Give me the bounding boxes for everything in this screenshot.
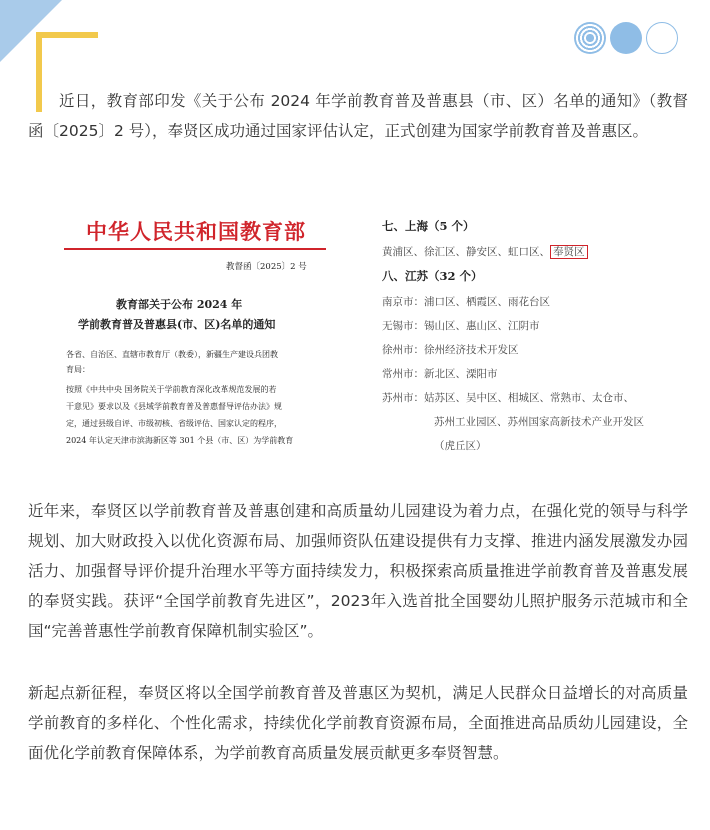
document-body-line: 干意见》要求以及《县域学前教育普及普惠督导评估办法》规 [66, 402, 282, 411]
fengxian-highlight: 奉贤区 [550, 245, 588, 259]
document-body-line: 定，通过县级自评、市级初核、省级评估、国家认定的程序， [66, 419, 282, 428]
document-notice-title-2: 学前教育普及普惠县(市、区)名单的通知 [78, 318, 276, 331]
jiangsu-heading: 八、江苏（32 个） [382, 269, 483, 283]
suzhou-line-cont: 苏州工业园区、苏州国家高新技术产业开发区 [434, 416, 644, 428]
document-title: 中华人民共和国教育部 [86, 219, 306, 244]
document-red-divider [64, 248, 326, 250]
corner-triangle-decoration [0, 0, 62, 62]
circle-decoration [574, 22, 678, 54]
filled-circle-icon [610, 22, 642, 54]
document-notice-title-1: 教育部关于公布 2024 年 [116, 298, 243, 311]
notice-document-image [56, 210, 656, 460]
corner-bar-decoration [36, 32, 98, 38]
document-body-line: 育局： [66, 365, 90, 374]
document-body-line: 2024 年认定天津市滨海新区等 301 个县（市、区）为学前教育 [66, 436, 294, 445]
wuxi-line: 无锡市：锡山区、惠山区、江阴市 [382, 320, 540, 332]
nanjing-line: 南京市：浦口区、栖霞区、雨花台区 [382, 296, 550, 308]
document-number: 教督函〔2025〕2 号 [226, 262, 307, 272]
shanghai-list [382, 244, 588, 259]
shanghai-items: 黄浦区、徐汇区、静安区、虹口区、 [382, 246, 550, 258]
document-page [56, 210, 346, 460]
suzhou-line-cont: （虎丘区） [434, 440, 487, 452]
document-body-line: 各省、自治区、直辖市教育厅（教委），新疆生产建设兵团教 [66, 350, 278, 359]
suzhou-line: 苏州市：姑苏区、吴中区、相城区、常熟市、太仓市、 [382, 392, 634, 404]
changzhou-line: 常州市：新北区、溧阳市 [382, 368, 498, 380]
outlook-paragraph: 新起点新征程，奉贤区将以全国学前教育普及普惠区为契机，满足人民群众日益增长的对高质量学前教育的多样化、个性化需求，持续优化学前教育资源布局，全面推进高品质幼儿园建设，全面优化学前教育保障体系，为学前教育高质量发展贡献更多奉贤智慧。 [28, 684, 688, 762]
xuzhou-line: 徐州市：徐州经济技术开发区 [382, 344, 519, 356]
achievements-paragraph: 近年来，奉贤区以学前教育普及普惠创建和高质量幼儿园建设为着力点，在强化党的领导与科学规划、加大财政投入以优化资源布局、加强师资队伍建设提供有力支撑、推进内涵发展激发办园活力、加强督导评价提升治理水平等方面持续发力，积极探索高质量推进学前教育普及普惠发展的奉贤实践。获评“全国学前教育先进区”，2023年入选首批全国婴幼儿照护服务示范城市和全国“完善普惠性学前教育保障机制实验区”。 [28, 502, 688, 640]
ring-circle-icon [574, 22, 606, 54]
document-body-line: 按照《中共中央 国务院关于学前教育深化改革规范发展的若 [66, 385, 277, 394]
outline-circle-icon [646, 22, 678, 54]
shanghai-heading: 七、上海（5 个） [382, 219, 475, 233]
intro-paragraph: 近日，教育部印发《关于公布 2024 年学前教育普及普惠县（市、区）名单的通知》（教督函〔2025〕2 号），奉贤区成功通过国家评估认定，正式创建为国家学前教育普及普惠区。 [28, 92, 688, 140]
district-list [382, 214, 672, 460]
